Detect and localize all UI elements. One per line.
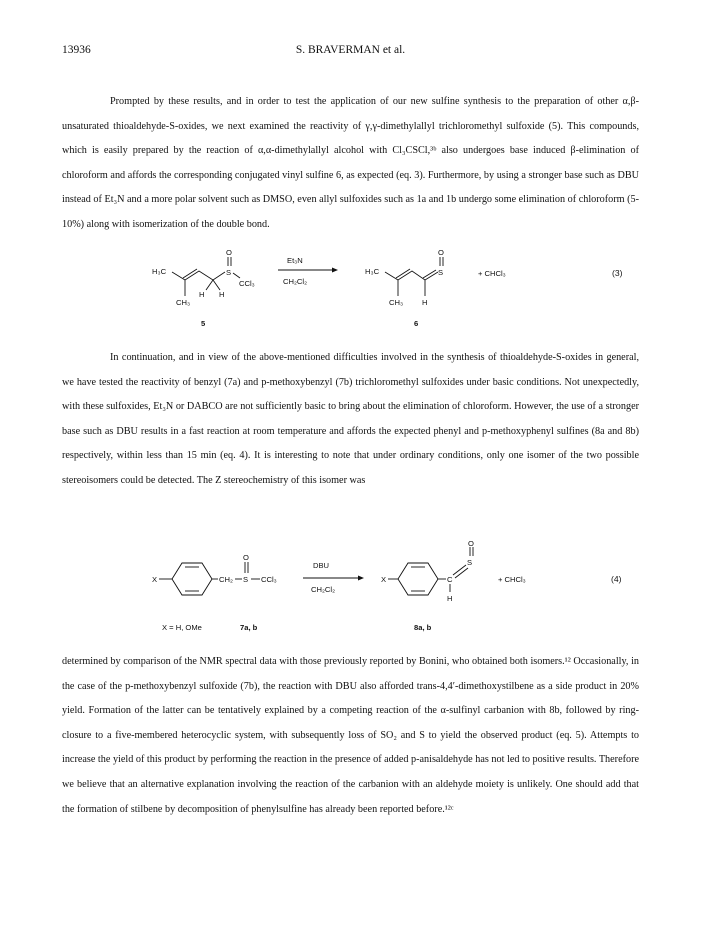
- eq3-h-atom-product: H: [422, 298, 428, 307]
- eq3-s-atom-left: S: [226, 268, 232, 277]
- eq3-h-atom-1: H: [199, 290, 205, 299]
- paragraph-2-text: In continuation, and in view of the above-mentioned difficulties involved in the synthesis of thioaldehyde-S-oxides in general, we have tested the reactivity of benzyl (7a) and p-methoxybenzyl (7b) trichloromethyl sulfoxides under basic conditions. Not unexpectedly, with these sulfoxides, Et₃N or DABCO are not sufficiently basic to bring about the elimination of chloroform. However, the use of a stronger base such as DBU results in a fast reaction at room temperature and affords the expected phenyl and p-methoxyphenyl sulfines (8a and 8b) respectively, within less than 15 min (eq. 4). It is interesting to note that under ordinary conditions, only one isomer of the two possible stereoisomers could be detected. The Z stereochemistry of this isomer was: [62, 352, 639, 486]
- running-header-authors: S. BRAVERMAN et al.: [295, 44, 406, 56]
- eq4-x-definition: X = H, OMe: [162, 623, 202, 632]
- eq3-compound-5-label: 5: [201, 319, 206, 328]
- eq3-reagent: Et₃N: [287, 256, 303, 265]
- paragraph-1: [62, 90, 639, 238]
- paragraph-2: [62, 346, 639, 494]
- eq4-ch2-group: CH₂: [219, 575, 233, 584]
- eq3-o-atom-left: O: [226, 248, 232, 257]
- eq3-ch3-atom: CH₃: [176, 298, 191, 307]
- eq4-s-atom-left: S: [243, 575, 249, 584]
- eq3-number: (3): [612, 268, 623, 278]
- eq3-h3c-atom: H₃C: [152, 267, 167, 276]
- eq4-solvent: CH₂Cl₂: [311, 585, 336, 594]
- eq3-ch3-atom-product: CH₃: [389, 298, 404, 307]
- eq3-compound-6-label: 6: [414, 319, 419, 328]
- eq4-o-atom-right: O: [468, 539, 474, 548]
- eq3-solvent: CH₂Cl₂: [283, 277, 308, 286]
- page-number: 13936: [62, 44, 91, 56]
- eq3-byproduct: + CHCl₃: [478, 269, 506, 278]
- eq4-s-atom-right: S: [467, 558, 473, 567]
- eq4-c-atom: C: [447, 575, 453, 584]
- eq4-h-atom: H: [447, 594, 453, 603]
- paragraph-1-text: Prompted by these results, and in order to test the application of our new sulfine synthesis to the preparation of other α,β-unsaturated thioaldehyde-S-oxides, we next examined the reactivity of γ,γ-dimethylallyl trichloromethyl sulfoxide (5). This compounds, which is easily prepared by the reaction of α,α-dimethylallyl alcohol with Cl₃CSCl,³ᵇ also undergoes base induced β-elimination of chloroform and affords the corresponding conjugated vinyl sulfine 6, as expected (eq. 3). Furthermore, by using a stronger base such as DBU instead of Et₃N and a more polar solvent such as DMSO, even allyl sulfoxides such as 1a and 1b undergo some elimination of chloroform (5-10%) along with isomerization of the double bond.: [62, 96, 639, 230]
- eq3-ccl3-group: CCl₃: [239, 279, 255, 288]
- eq3-o-atom-right: O: [438, 248, 444, 257]
- eq4-ccl3-group: CCl₃: [261, 575, 277, 584]
- eq4-reagent: DBU: [313, 561, 330, 570]
- eq4-number: (4): [611, 574, 622, 584]
- paragraph-3-text: determined by comparison of the NMR spectral data with those previously reported by Bonini, who obtained both isomers.¹² Occasionally, in the case of the p-methoxybenzyl sulfoxide (7b), the reaction with DBU also afforded trans-4,4′-dimethoxystilbene as a side product in 20% yield. Formation of the latter can be tentatively explained by a competing reaction of the α-sulfinyl carbanion with 8b, followed by ring-closure to a five-membered heterocyclic system, with subsequently loss of SO₂ and S to yield the observed product (eq. 5). Attempts to increase the yield of this product by performing the reaction in the presence of added p-anisaldehyde has not led to positive results. Therefore we believe that an alternative explanation involving the reaction of the carbanion with an aldehyde moiety is unlikely. One should add that the formation of stilbene by decomposition of phenylsulfine has already been reported before.¹²ᶜ: [62, 656, 639, 815]
- eq4-o-atom-left: O: [243, 553, 249, 562]
- eq3-s-atom-right: S: [438, 268, 444, 277]
- eq4-x-atom-right: X: [381, 575, 387, 584]
- eq4-byproduct: + CHCl₃: [498, 575, 526, 584]
- paragraph-3: [62, 650, 639, 822]
- equation-4: [0, 538, 701, 638]
- eq4-x-atom-left: X: [152, 575, 158, 584]
- eq3-h3c-atom-product: H₃C: [365, 267, 380, 276]
- eq4-compound-7-label: 7a, b: [240, 623, 258, 632]
- eq4-compound-8-label: 8a, b: [414, 623, 432, 632]
- eq3-h-atom-2: H: [219, 290, 225, 299]
- equation-3: [0, 246, 701, 336]
